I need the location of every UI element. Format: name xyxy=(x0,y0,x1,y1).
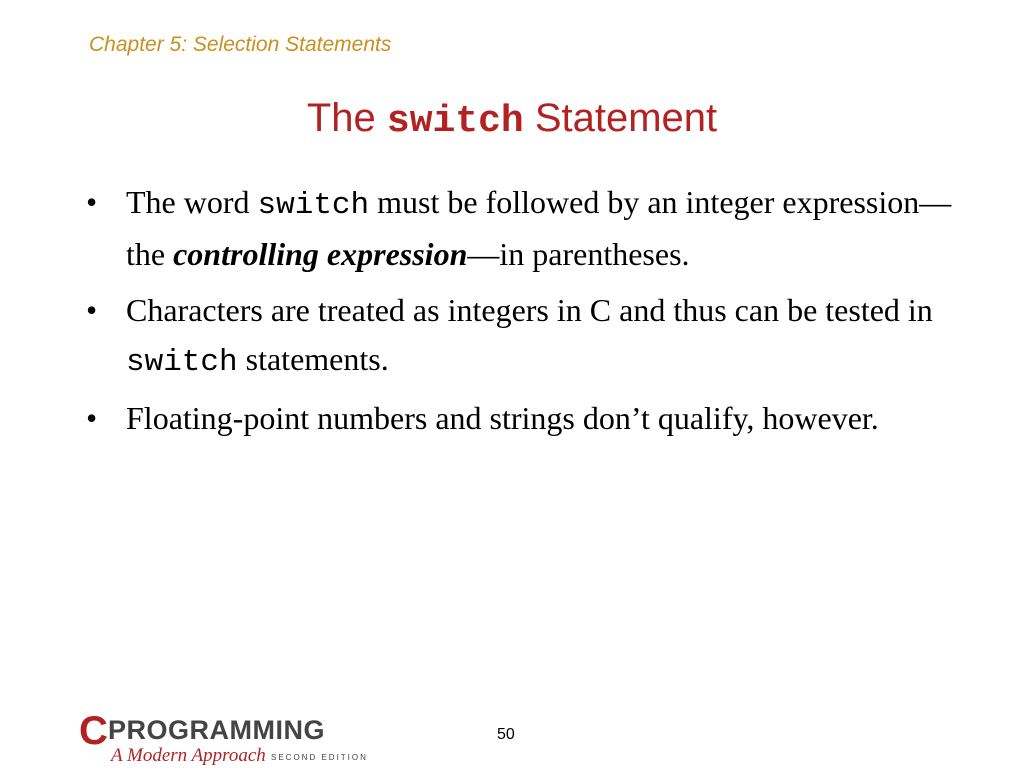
logo-title: PROGRAMMING xyxy=(108,715,325,745)
bullet-text: Characters are treated as integers in C and thus can be tested in xyxy=(126,292,933,328)
title-text-before: The xyxy=(306,96,387,140)
title-code-keyword: switch xyxy=(386,100,524,143)
bullet-item xyxy=(86,286,956,387)
bullet-marker: • xyxy=(86,184,98,220)
bullet-text: Floating-point numbers and strings don’t qualify, however. xyxy=(126,400,879,436)
slide-title xyxy=(0,96,1024,143)
bullet-marker: • xyxy=(86,292,98,328)
bullet-text: must be followed by an integer expression—the xyxy=(126,184,952,272)
title-text-after: Statement xyxy=(523,96,718,140)
emphasized-term: controlling expression xyxy=(173,236,468,272)
book-logo xyxy=(79,709,379,768)
code-keyword: switch xyxy=(126,345,238,380)
bullet-text: The word xyxy=(126,184,258,220)
page-number: 50 xyxy=(497,726,515,743)
bullet-text: —in parentheses. xyxy=(467,236,690,272)
logo-edition: SECOND EDITION xyxy=(271,753,368,762)
logo-letter-c: C xyxy=(79,709,108,753)
chapter-header: Chapter 5: Selection Statements xyxy=(89,33,392,56)
logo-subtitle: A Modern Approach xyxy=(111,745,266,766)
bullet-marker: • xyxy=(86,400,98,436)
code-keyword: switch xyxy=(257,188,370,223)
bullet-item xyxy=(86,394,956,443)
bullet-item xyxy=(86,178,956,279)
bullet-list xyxy=(86,178,956,450)
bullet-text: statements. xyxy=(237,341,389,377)
